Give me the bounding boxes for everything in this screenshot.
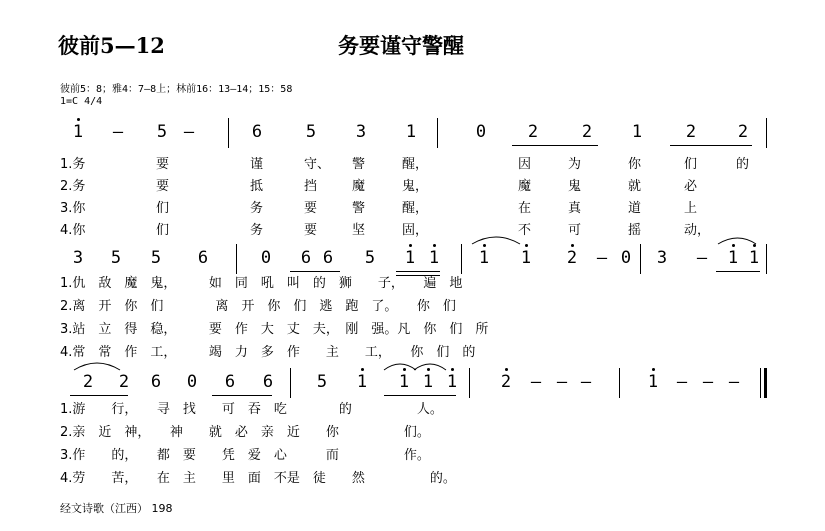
lyric-syllable: 道 <box>628 201 642 216</box>
lyric-syllable: 的 <box>736 157 750 172</box>
lyric-syllable: 魔 <box>352 179 366 194</box>
lyric-syllable: 坚 <box>352 223 366 238</box>
jianpu-note: 1 <box>748 248 760 268</box>
key-signature: 1=C 4/4 <box>60 96 103 107</box>
jianpu-note: 6 <box>224 372 236 392</box>
lyric-syllable: 3.你 <box>60 201 86 216</box>
jianpu-note: 1 <box>428 248 440 268</box>
lyric-syllable: 要 <box>304 201 318 216</box>
lyric-syllable: 就 <box>628 179 642 194</box>
lyric-syllable: 摇 <box>628 223 642 238</box>
jianpu-note: 6 <box>197 248 209 268</box>
reference-line: 彼前5：8；雅4：7—8上；林前16：13—14；15：58 <box>60 84 293 95</box>
lyric-syllable: 2.务 <box>60 179 86 194</box>
lyric-line: 2.离 开 你 们 离 开 你 们 逃 跑 了。 你 们 <box>60 299 456 314</box>
jianpu-note: 0 <box>620 248 632 268</box>
lyric-syllable: 上 <box>684 201 698 216</box>
jianpu-note: 2 <box>737 122 749 142</box>
lyric-syllable: 们 <box>156 201 170 216</box>
jianpu-note: 1 <box>356 372 368 392</box>
jianpu-note: – <box>580 372 592 392</box>
source-footer: 经文诗歌（江西） 198 <box>60 502 173 515</box>
jianpu-note: 3 <box>355 122 367 142</box>
lyric-line: 3.站 立 得 稳， 要 作 大 丈 夫， 刚 强。凡 你 们 所 <box>60 322 489 337</box>
lyric-syllable: 要 <box>304 223 318 238</box>
jianpu-note: 5 <box>316 372 328 392</box>
lyric-syllable: 魔 <box>518 179 532 194</box>
lyric-syllable: 真 <box>568 201 582 216</box>
lyric-line: 1.仇 敌 魔 鬼， 如 同 吼 叫 的 狮 子， 遍 地 <box>60 276 463 291</box>
jianpu-note: 0 <box>260 248 272 268</box>
jianpu-note: 1 <box>520 248 532 268</box>
jianpu-note: 2 <box>685 122 697 142</box>
jianpu-note: 3 <box>72 248 84 268</box>
hymn-number: 彼前5—12 <box>58 33 165 58</box>
jianpu-note: – <box>728 372 740 392</box>
jianpu-note: 2 <box>118 372 130 392</box>
lyric-syllable: 抵 <box>250 179 264 194</box>
lyric-syllable: 醒， <box>402 157 429 172</box>
jianpu-note: – <box>556 372 568 392</box>
jianpu-note: 5 <box>150 248 162 268</box>
jianpu-note: 1 <box>446 372 458 392</box>
lyric-line: 1.游 行， 寻 找 可 吞 吃 的 人。 <box>60 402 443 417</box>
lyric-syllable: 动， <box>684 223 711 238</box>
lyric-syllable: 守、 <box>304 157 331 172</box>
lyric-syllable: 务 <box>250 201 264 216</box>
jianpu-note: – <box>183 122 195 142</box>
lyric-syllable: 因 <box>518 157 532 172</box>
lyric-syllable: 谨 <box>250 157 264 172</box>
jianpu-note: 1 <box>72 122 84 142</box>
jianpu-note: 1 <box>398 372 410 392</box>
jianpu-note: 6 <box>300 248 312 268</box>
jianpu-note: 2 <box>500 372 512 392</box>
jianpu-note: – <box>596 248 608 268</box>
jianpu-note: 3 <box>656 248 668 268</box>
lyric-syllable: 们 <box>684 157 698 172</box>
jianpu-note: – <box>696 248 708 268</box>
jianpu-note: 1 <box>405 122 417 142</box>
jianpu-note: – <box>676 372 688 392</box>
jianpu-note: 6 <box>322 248 334 268</box>
lyric-syllable: 必 <box>684 179 698 194</box>
lyric-syllable: 要 <box>156 157 170 172</box>
jianpu-note: 5 <box>305 122 317 142</box>
jianpu-note: – <box>530 372 542 392</box>
lyric-syllable: 务 <box>250 223 264 238</box>
lyric-syllable: 固， <box>402 223 429 238</box>
jianpu-note: 1 <box>647 372 659 392</box>
lyric-line: 4.劳 苦， 在 主 里 面 不是 徒 然 的。 <box>60 471 456 486</box>
lyric-syllable: 要 <box>156 179 170 194</box>
lyric-syllable: 们 <box>156 223 170 238</box>
lyric-syllable: 警 <box>352 201 366 216</box>
jianpu-note: 1 <box>631 122 643 142</box>
lyric-syllable: 在 <box>518 201 532 216</box>
lyric-syllable: 1.务 <box>60 157 86 172</box>
lyric-line: 4.常 常 作 工， 竭 力 多 作 主 工， 你 们 的 <box>60 345 476 360</box>
jianpu-note: 6 <box>150 372 162 392</box>
jianpu-note: – <box>702 372 714 392</box>
lyric-syllable: 你 <box>628 157 642 172</box>
jianpu-note: 6 <box>262 372 274 392</box>
jianpu-note: 5 <box>364 248 376 268</box>
lyric-syllable: 4.你 <box>60 223 86 238</box>
jianpu-note: – <box>112 122 124 142</box>
jianpu-note: 1 <box>422 372 434 392</box>
jianpu-note: 0 <box>186 372 198 392</box>
lyric-syllable: 鬼， <box>402 179 429 194</box>
jianpu-note: 0 <box>475 122 487 142</box>
lyric-syllable: 为 <box>568 157 582 172</box>
jianpu-note: 2 <box>566 248 578 268</box>
jianpu-note: 5 <box>110 248 122 268</box>
lyric-syllable: 警 <box>352 157 366 172</box>
lyric-syllable: 醒， <box>402 201 429 216</box>
jianpu-note: 5 <box>156 122 168 142</box>
lyric-line: 3.作 的， 都 要 凭 爱 心 而 作。 <box>60 448 430 463</box>
hymn-title: 务要谨守警醒 <box>338 33 464 58</box>
lyric-line: 2.亲 近 神， 神 就 必 亲 近 你 们。 <box>60 425 430 440</box>
jianpu-note: 2 <box>527 122 539 142</box>
jianpu-note: 6 <box>251 122 263 142</box>
lyric-syllable: 不 <box>518 223 532 238</box>
jianpu-note: 2 <box>82 372 94 392</box>
jianpu-note: 1 <box>404 248 416 268</box>
lyric-syllable: 可 <box>568 223 582 238</box>
lyric-syllable: 挡 <box>304 179 318 194</box>
lyric-syllable: 鬼 <box>568 179 582 194</box>
jianpu-note: 1 <box>727 248 739 268</box>
jianpu-note: 2 <box>581 122 593 142</box>
jianpu-note: 1 <box>478 248 490 268</box>
